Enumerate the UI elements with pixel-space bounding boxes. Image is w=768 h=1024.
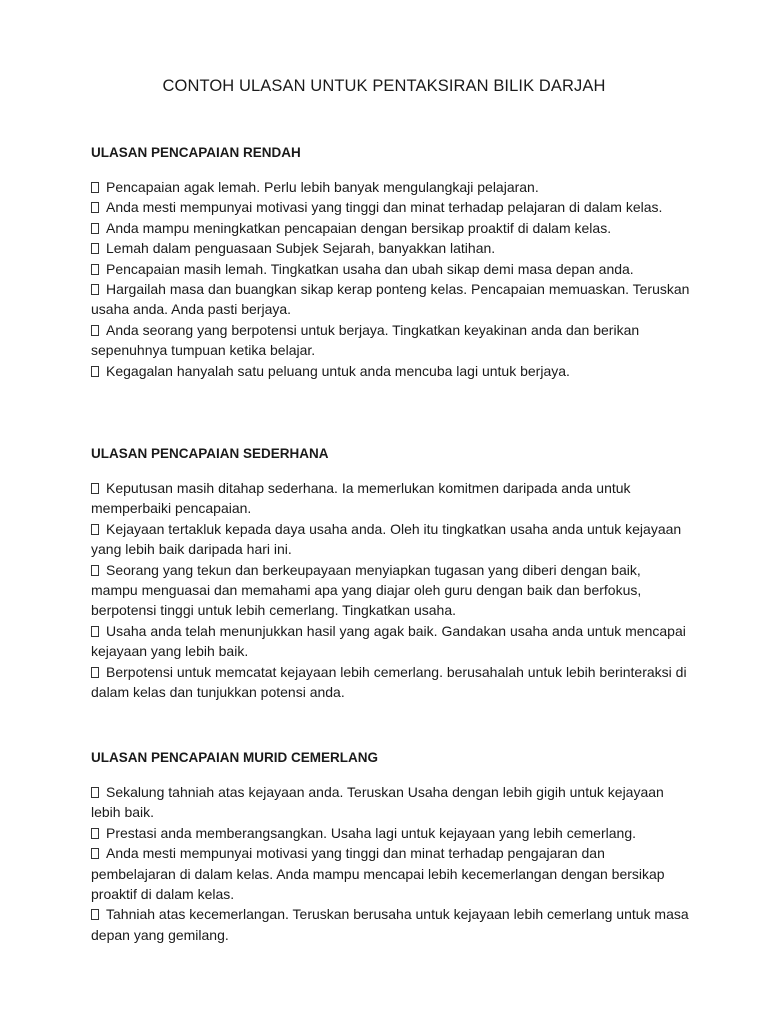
list-item-text: Keputusan masih ditahap sederhana. Ia memerlukan komitmen daripada anda untuk memperbaiki pencapaian.: [91, 480, 631, 517]
checkbox-bullet-icon: [91, 284, 99, 295]
list-item-text: Sekalung tahniah atas kejayaan anda. Teruskan Usaha dengan lebih gigih untuk kejayaan lebih baik.: [91, 784, 664, 821]
checkbox-bullet-icon: [91, 264, 99, 275]
checkbox-bullet-icon: [91, 483, 99, 494]
list-item-text: Kejayaan tertakluk kepada daya usaha anda. Oleh itu tingkatkan usaha anda untuk kejayaan yang lebih baik daripada hari ini.: [91, 520, 682, 558]
list-item-text: Anda mesti mempunyai motivasi yang tinggi dan minat terhadap pengajaran dan pembelajaran di dalam kelas. Anda mampu mencapai lebih kecemerlangan dengan bersikap proaktif di dalam kelas.: [91, 845, 665, 903]
checkbox-bullet-icon: [91, 325, 99, 336]
document-title: CONTOH ULASAN UNTUK PENTAKSIRAN BILIK DARJAH: [162, 77, 606, 95]
list-item: [91, 197, 691, 217]
checkbox-bullet-icon: [91, 787, 99, 798]
list-item: [91, 621, 691, 662]
list-item-text: Pencapaian masih lemah. Tingkatkan usaha dan ubah sikap demi masa depan anda.: [106, 260, 634, 277]
list-item: [91, 320, 691, 361]
list-item-text: Usaha anda telah menunjukkan hasil yang agak baik. Gandakan usaha anda untuk mencapai kejayaan yang lebih baik.: [91, 622, 686, 660]
list-item: [91, 218, 691, 238]
comment-list: [91, 782, 691, 945]
checkbox-bullet-icon: [91, 243, 99, 254]
checkbox-bullet-icon: [91, 626, 99, 637]
list-item-text: Anda mesti mempunyai motivasi yang tinggi dan minat terhadap pelajaran di dalam kelas.: [106, 199, 663, 216]
list-item: [91, 177, 691, 197]
comment-list: [91, 478, 691, 702]
checkbox-bullet-icon: [91, 667, 99, 678]
list-item: [91, 843, 691, 904]
comment-list: [91, 177, 691, 381]
list-item-text: Lemah dalam penguasaan Subjek Sejarah, banyakkan latihan.: [106, 240, 496, 257]
section-heading: ULASAN PENCAPAIAN MURID CEMERLANG: [91, 750, 379, 765]
list-item: [91, 279, 691, 320]
list-item: [91, 259, 691, 279]
checkbox-bullet-icon: [91, 366, 99, 377]
section-heading: ULASAN PENCAPAIAN RENDAH: [91, 145, 301, 160]
checkbox-bullet-icon: [91, 565, 99, 576]
section-pencapaian-rendah: [91, 143, 691, 381]
list-item: [91, 904, 691, 945]
list-item-text: Anda seorang yang berpotensi untuk berjaya. Tingkatkan keyakinan anda dan berikan sepenuhnya tumpuan ketika belajar.: [91, 321, 640, 359]
list-item: [91, 662, 691, 703]
list-item: [91, 238, 691, 258]
list-item: [91, 823, 691, 843]
list-item-text: Berpotensi untuk memcatat kejayaan lebih cemerlang. berusahalah untuk lebih berinteraksi di dalam kelas dan tunjukkan potensi anda.: [91, 663, 687, 701]
checkbox-bullet-icon: [91, 828, 99, 839]
list-item: [91, 361, 691, 381]
checkbox-bullet-icon: [91, 223, 99, 234]
list-item-text: Tahniah atas kecemerlangan. Teruskan berusaha untuk kejayaan lebih cemerlang untuk masa depan yang gemilang.: [91, 906, 689, 943]
list-item-text: Hargailah masa dan buangkan sikap kerap ponteng kelas. Pencapaian memuaskan. Teruskan usaha anda. Anda pasti berjaya.: [91, 281, 690, 318]
list-item-text: Seorang yang tekun dan berkeupayaan menyiapkan tugasan yang diberi dengan baik, mampu menguasai dan memahami apa yang diajar oleh guru dengan baik dan berfokus, berpotensi tinggi untuk lebih cemerlang. Tingkatkan usaha.: [91, 561, 642, 619]
list-item: [91, 560, 691, 621]
checkbox-bullet-icon: [91, 848, 99, 859]
list-item: [91, 782, 691, 823]
list-item: [91, 519, 691, 560]
checkbox-bullet-icon: [91, 909, 99, 920]
checkbox-bullet-icon: [91, 182, 99, 193]
checkbox-bullet-icon: [91, 524, 99, 535]
list-item-text: Anda mampu meningkatkan pencapaian dengan bersikap proaktif di dalam kelas.: [106, 219, 612, 236]
list-item-text: Pencapaian agak lemah. Perlu lebih banyak mengulangkaji pelajaran.: [106, 179, 539, 195]
list-item-text: Prestasi anda memberangsangkan. Usaha lagi untuk kejayaan yang lebih cemerlang.: [106, 824, 636, 841]
list-item-text: Kegagalan hanyalah satu peluang untuk anda mencuba lagi untuk berjaya.: [106, 362, 570, 379]
section-pencapaian-sederhana: [91, 444, 691, 702]
list-item: [91, 478, 691, 519]
section-pencapaian-murid-cemerlang: [91, 748, 691, 945]
section-heading: ULASAN PENCAPAIAN SEDERHANA: [91, 446, 329, 461]
checkbox-bullet-icon: [91, 202, 99, 213]
